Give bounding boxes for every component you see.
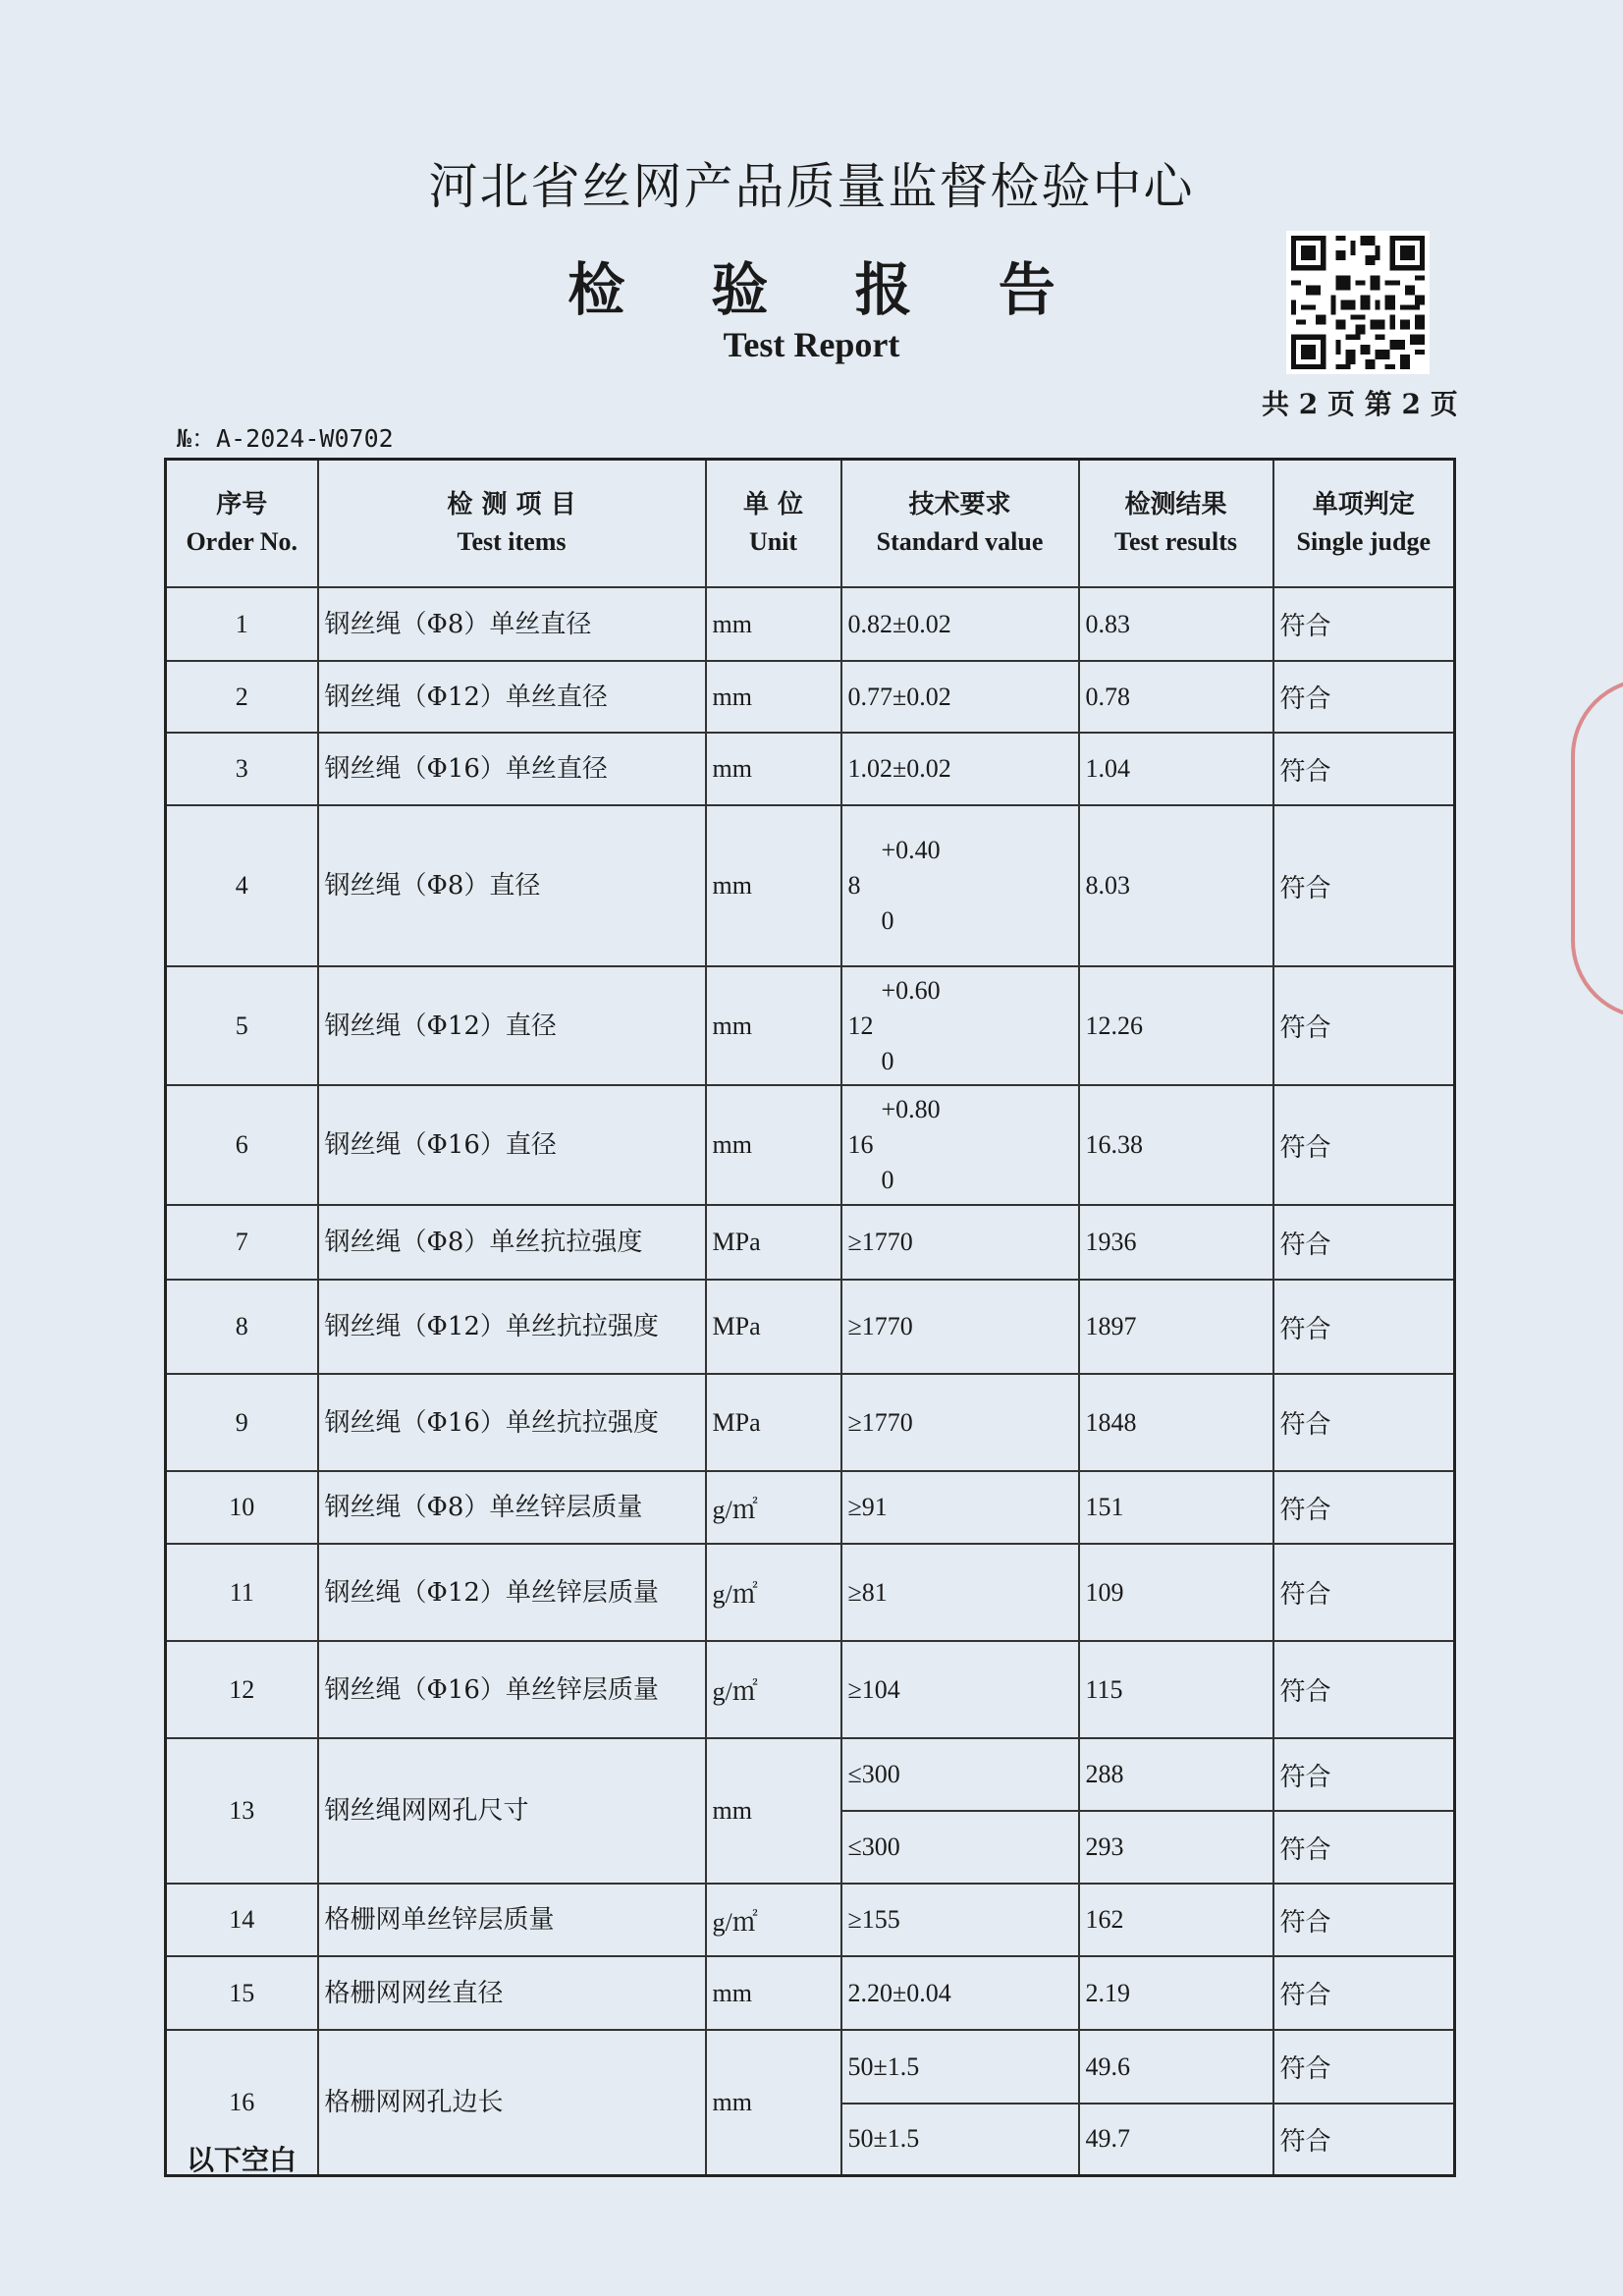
col-header-unit: 单 位 Unit [706,460,841,588]
row-test-item: 钢丝绳（Φ12）单丝直径 [318,661,706,733]
row-judge: 符合 [1273,1544,1455,1641]
table-row [166,1374,1455,1471]
row-order-no: 10 [166,1471,318,1544]
row-judge: 符合 [1273,966,1455,1085]
row-test-item: 钢丝绳（Φ12）直径 [318,966,706,1085]
row-result: 0.78 [1079,661,1273,733]
row-judge: 符合 [1273,1085,1455,1205]
row-judge: 符合 [1273,2104,1455,2175]
row-test-item: 钢丝绳（Φ12）单丝锌层质量 [318,1544,706,1641]
row-test-item: 钢丝绳（Φ8）单丝直径 [318,587,706,661]
row-result: 109 [1079,1544,1273,1641]
row-standard: ≥81 [841,1544,1079,1641]
row-result: 1897 [1079,1280,1273,1374]
blank-below-note: 以下空白 [187,2144,298,2176]
row-result: 0.83 [1079,587,1273,661]
row-unit: g/㎡ [706,1471,841,1544]
table-row [166,1641,1455,1738]
row-order-no: 16 [166,2030,318,2175]
row-standard: ≥104 [841,1641,1079,1738]
row-judge: 符合 [1273,805,1455,966]
row-judge: 符合 [1273,1738,1455,1811]
row-order-no: 14 [166,1884,318,1956]
row-result: 115 [1079,1641,1273,1738]
row-unit: mm [706,2030,841,2175]
row-judge: 符合 [1273,1205,1455,1280]
row-standard: 0.82±0.02 [841,587,1079,661]
report-title-cn: 检 验 报 告 [568,256,1089,323]
row-standard-tolerance: +0.80 16 0 [841,1085,1079,1205]
row-unit: mm [706,1085,841,1205]
table-row [166,966,1455,1085]
row-judge: 符合 [1273,1374,1455,1471]
row-result: 49.6 [1079,2030,1273,2104]
row-test-item: 格栅网网丝直径 [318,1956,706,2030]
official-seal-stamp [1571,678,1623,1019]
page-indicator: 共 2 页 第 2 页 [1262,388,1458,420]
row-test-item: 钢丝绳网网孔尺寸 [318,1738,706,1884]
row-result: 162 [1079,1884,1273,1956]
table-row [166,661,1455,733]
row-result: 12.26 [1079,966,1273,1085]
table-row [166,1205,1455,1280]
row-judge: 符合 [1273,1471,1455,1544]
col-header-standard: 技术要求 Standard value [841,460,1079,588]
row-unit: MPa [706,1374,841,1471]
row-unit: MPa [706,1280,841,1374]
row-result: 8.03 [1079,805,1273,966]
table-row [166,1085,1455,1205]
table-row [166,1471,1455,1544]
row-standard-tolerance: +0.60 12 0 [841,966,1079,1085]
row-standard: 0.77±0.02 [841,661,1079,733]
row-test-item: 钢丝绳（Φ16）单丝直径 [318,733,706,805]
report-number: №：A-2024-W0702 [177,424,394,453]
row-order-no: 1 [166,587,318,661]
row-order-no: 11 [166,1544,318,1641]
row-result: 1848 [1079,1374,1273,1471]
row-judge: 符合 [1273,733,1455,805]
row-unit: mm [706,733,841,805]
row-result: 16.38 [1079,1085,1273,1205]
row-order-no: 2 [166,661,318,733]
row-standard: 1.02±0.02 [841,733,1079,805]
row-standard-tolerance: +0.40 8 0 [841,805,1079,966]
table-row [166,1280,1455,1374]
row-judge: 符合 [1273,1280,1455,1374]
row-order-no: 7 [166,1205,318,1280]
row-unit: g/㎡ [706,1641,841,1738]
row-test-item: 格栅网单丝锌层质量 [318,1884,706,1956]
row-standard: ≥155 [841,1884,1079,1956]
row-judge: 符合 [1273,2030,1455,2104]
row-result: 293 [1079,1811,1273,1884]
row-unit: mm [706,1738,841,1884]
row-standard: ≤300 [841,1811,1079,1884]
row-judge: 符合 [1273,1884,1455,1956]
row-unit: mm [706,966,841,1085]
row-judge: 符合 [1273,1641,1455,1738]
table-row [166,2030,1455,2104]
report-title-en: Test Report [723,325,900,364]
row-judge: 符合 [1273,1811,1455,1884]
row-judge: 符合 [1273,587,1455,661]
row-standard: ≥91 [841,1471,1079,1544]
row-result: 288 [1079,1738,1273,1811]
row-order-no: 4 [166,805,318,966]
col-header-result: 检测结果 Test results [1079,460,1273,588]
table-row [166,733,1455,805]
row-unit: mm [706,805,841,966]
row-standard: ≤300 [841,1738,1079,1811]
row-unit: mm [706,1956,841,2030]
row-result: 2.19 [1079,1956,1273,2030]
row-unit: mm [706,587,841,661]
col-header-item: 检 测 项 目 Test items [318,460,706,588]
table-row [166,1738,1455,1811]
row-result: 151 [1079,1471,1273,1544]
row-unit: g/㎡ [706,1884,841,1956]
row-judge: 符合 [1273,1956,1455,2030]
col-header-order: 序号 Order No. [166,460,318,588]
row-order-no: 3 [166,733,318,805]
org-title: 河北省丝网产品质量监督检验中心 [428,158,1195,215]
row-test-item: 钢丝绳（Φ12）单丝抗拉强度 [318,1280,706,1374]
row-unit: MPa [706,1205,841,1280]
row-unit: g/㎡ [706,1544,841,1641]
test-results-table [164,458,1456,2177]
row-order-no: 12 [166,1641,318,1738]
row-order-no: 5 [166,966,318,1085]
row-test-item: 格栅网网孔边长 [318,2030,706,2175]
row-judge: 符合 [1273,661,1455,733]
row-standard: 50±1.5 [841,2030,1079,2104]
row-standard: ≥1770 [841,1374,1079,1471]
row-standard: ≥1770 [841,1205,1079,1280]
row-test-item: 钢丝绳（Φ16）单丝锌层质量 [318,1641,706,1738]
row-result: 1936 [1079,1205,1273,1280]
row-standard: 50±1.5 [841,2104,1079,2175]
row-order-no: 15 [166,1956,318,2030]
table-row [166,805,1455,966]
row-result: 1.04 [1079,733,1273,805]
table-row [166,1544,1455,1641]
row-test-item: 钢丝绳（Φ8）单丝锌层质量 [318,1471,706,1544]
col-header-judge: 单项判定 Single judge [1273,460,1455,588]
table-row [166,1884,1455,1956]
row-order-no: 13 [166,1738,318,1884]
table-row [166,587,1455,661]
row-result: 49.7 [1079,2104,1273,2175]
row-order-no: 8 [166,1280,318,1374]
qr-code-icon [1286,231,1430,374]
row-standard: 2.20±0.04 [841,1956,1079,2030]
row-unit: mm [706,661,841,733]
table-header-row [166,460,1455,588]
table-row [166,1956,1455,2030]
row-standard: ≥1770 [841,1280,1079,1374]
row-test-item: 钢丝绳（Φ8）单丝抗拉强度 [318,1205,706,1280]
row-test-item: 钢丝绳（Φ16）直径 [318,1085,706,1205]
row-test-item: 钢丝绳（Φ16）单丝抗拉强度 [318,1374,706,1471]
row-order-no: 9 [166,1374,318,1471]
row-test-item: 钢丝绳（Φ8）直径 [318,805,706,966]
row-order-no: 6 [166,1085,318,1205]
